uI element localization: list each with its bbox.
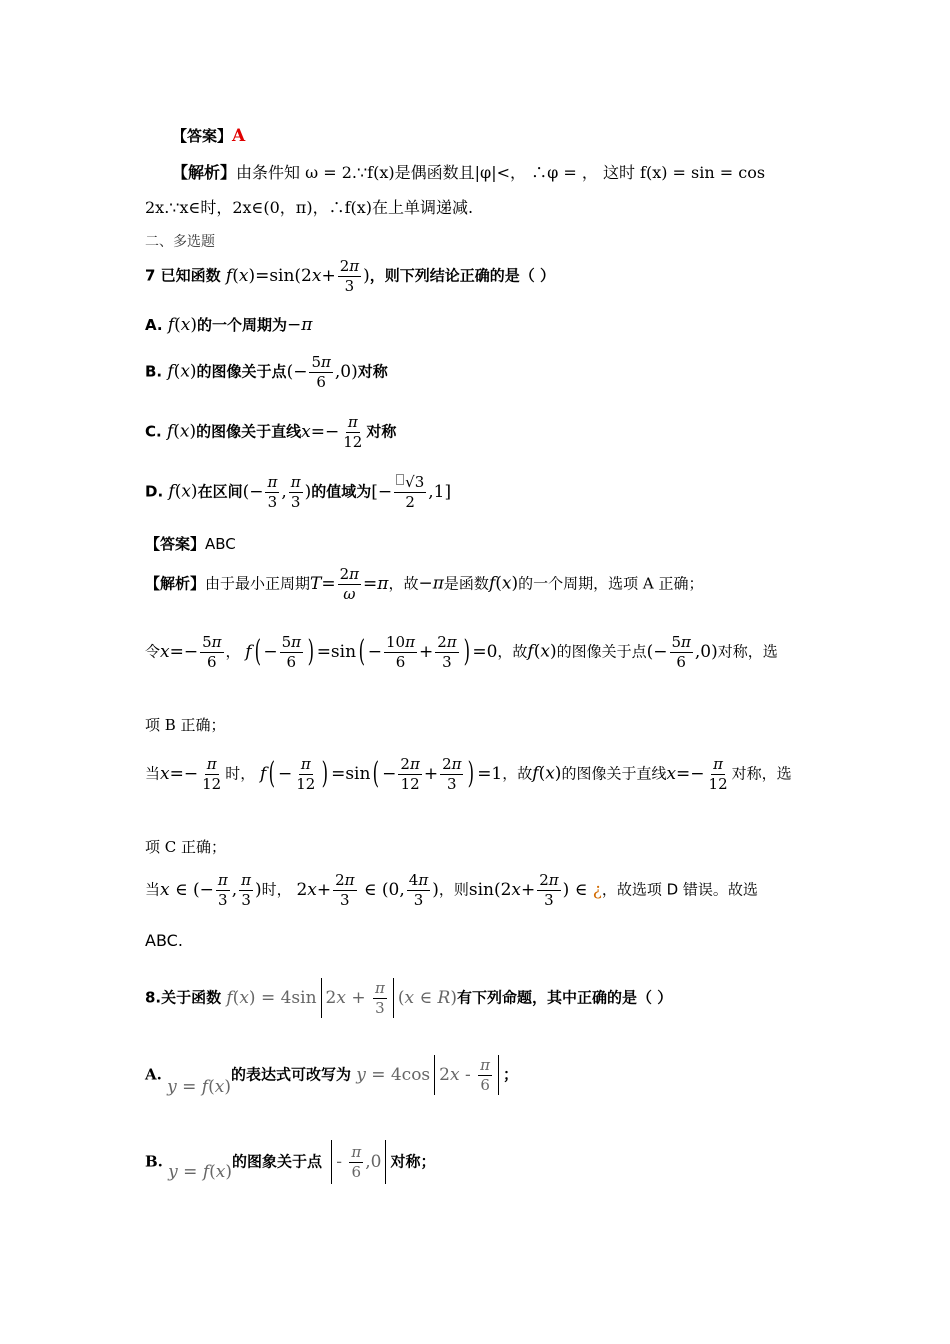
q7-option-d: D. f(x)在区间(− $\frac{\pi}{3}$ , $\frac{\pi}{3}$ )的值域为[− $\frac{√3}{2}$ ,1] [145,473,452,511]
q7-analysis-line7: ABC. [145,931,183,950]
q7-option-c: C. f(x)的图像关于直线x=− $\frac{\pi}{12}$ 对称 [145,413,397,451]
q7-stem: 7 已知函数 f(x)=sin(2x+ $\frac{2\pi}{3}$ )，则下列结论正确的是（ ） [145,257,555,295]
q6-answer-value: A [232,126,246,146]
q7-analysis-line6: 当x ∈ (− $\frac{\pi}{3}$ , $\frac{\pi}{3}$ )时， 2x+ $\frac{2\pi}{3}$ ∈ (0, $\frac{4\pi}{3}$ )，则sin(2x+ $\frac{2\pi}{3}$ ) ∈ ¿，故选项 D 错误。故选 [145,871,758,909]
q8-option-a: A. y = f(x)的表达式可改写为 y = 4cos 2x - $\frac{\pi}{6}$ ； [145,1056,519,1097]
q8-option-b: B. y = f(x)的图象关于点 - $\frac{\pi}{6}$ ,0 对称； [145,1140,436,1184]
q8-stem: 8.关于函数 f(x) = 4sin 2x + $\frac{\pi}{3}$ (x ∈ R)有下列命题，其中正确的是（ ） [145,979,673,1017]
q7-analysis-line2: 令x=− $\frac{5\pi}{6}$ ， f( − $\frac{5\pi}{6}$ ) =sin( − $\frac{10\pi}{6}$ + $\frac{2\pi}{3}$ ) =0，故f(x)的图像关于点(− $\frac{5\pi}{6}$ ,0)对称，选 [145,633,778,671]
section-title: 二、多选题 [145,234,215,250]
q7-analysis-line5: 项 C 正确； [145,838,227,856]
q7-option-a: A. f(x)的一个周期为−π [145,315,313,335]
q6-analysis-line1: 【解析】由条件知 ω = 2.∵f(x)是偶函数且|φ|<， ∴φ = ， 这时 f(x) = sin = cos [172,163,766,182]
q6-analysis-line2: 2x.∵x∈时，2x∈(0，π)，∴f(x)在上单调递减. [145,198,474,217]
q7-analysis-line1: 【解析】由于最小正周期T= $\frac{2\pi}{\omega}$ =π，故−π是函数f(x)的一个周期，选项 A 正确； [145,565,704,603]
q7-analysis-line4: 当x=− $\frac{\pi}{12}$ 时， f( − $\frac{\pi}{12}$ ) =sin( − $\frac{2\pi}{12}$ + $\frac{2\pi}{3}$ ) =1，故f(x)的图像关于直线x=− $\frac{\pi}{12}$ 对称，选 [145,755,792,793]
q7-analysis-line3: 项 B 正确； [145,716,226,734]
q6-answer: 【答案】A [172,126,246,146]
q7-answer: 【答案】ABC [145,535,236,553]
q7-option-b: B. f(x)的图像关于点(− $\frac{5\pi}{6}$ ,0)对称 [145,353,388,391]
